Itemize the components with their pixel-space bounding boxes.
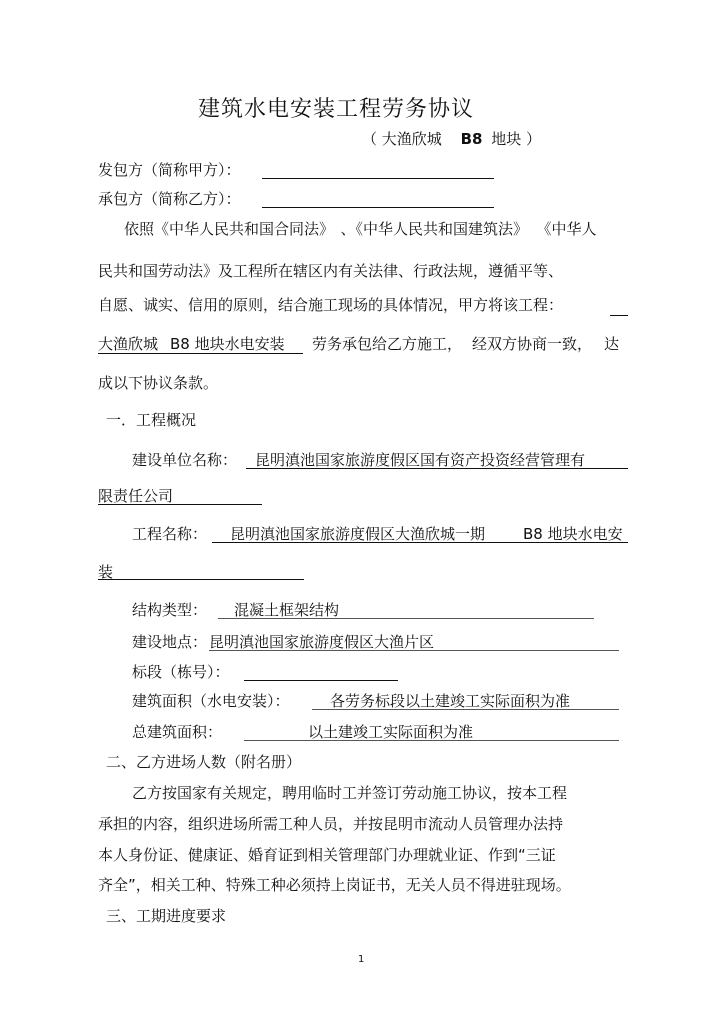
intro-line-3: 自愿、诚实、信用的原则，结合施工现场的具体情况，甲方将该工程： (98, 296, 564, 314)
project-name-underline (98, 353, 303, 354)
intro-line-4a: 劳务承包给乙方施工， (312, 335, 463, 353)
section-2-line-1: 乙方按国家有关规定，聘用临时工并签订劳动施工协议，按本工程 (132, 784, 568, 802)
intro-line-3-blank (610, 315, 628, 316)
section-2-line-2: 承担的内容，组织进场所需工种人员，并按昆明市流动人员管理办法持 (98, 815, 564, 833)
intro-line-1a: 依照《中华人民共和国合同法》 (124, 220, 327, 238)
subtitle-block: B8 (460, 130, 483, 148)
location-value: 昆明滇池国家旅游度假区大渔片区 (209, 633, 435, 651)
section-no-label: 标段（栋号）： (132, 663, 230, 681)
page-number: 1 (358, 954, 365, 965)
section-2-line-4: 齐全”，相关工种、特殊工种必须持上岗证书，无关人员不得进驻现场。 (98, 876, 571, 894)
project-underline-1 (212, 542, 628, 543)
document-subtitle (362, 129, 541, 149)
intro-line-5: 成以下协议条款。 (98, 374, 219, 392)
party-b-label: 承包方（简称乙方）： (98, 190, 241, 208)
section-1-heading: 一．工程概况 (106, 411, 197, 429)
total-area-underline (244, 740, 619, 741)
intro-line-4 (98, 334, 285, 354)
project-label: 工程名称： (132, 525, 208, 543)
party-a-blank[interactable] (262, 178, 494, 179)
structure-label: 结构类型： (132, 601, 208, 619)
intro-line-4b: 经双方协商一致， (472, 335, 593, 353)
total-area-label: 总建筑面积： (132, 723, 223, 741)
party-a-label: 发包方（简称甲方）： (98, 161, 241, 179)
intro-line-2: 民共和国劳动法》及工程所在辖区内有关法律、行政法规，遵循平等、 (98, 262, 564, 280)
builder-underline-2 (98, 504, 262, 505)
section-no-blank[interactable] (244, 680, 398, 681)
subtitle-open: （ 大渔欣城 (362, 130, 442, 148)
project-value-2: 装 (98, 563, 114, 581)
builder-value-2: 限责任公司 (98, 487, 174, 505)
section-2-heading: 二、乙方进场人数（附名册） (106, 753, 302, 771)
structure-underline (218, 618, 594, 619)
document-title: 建筑水电安装工程劳务协议 (198, 97, 475, 122)
area-value: 各劳务标段以土建竣工实际面积为准 (330, 692, 571, 710)
intro-line-1 (124, 219, 597, 239)
structure-value: 混凝土框架结构 (234, 601, 340, 619)
location-label: 建设地点： (132, 633, 208, 651)
subtitle-close: 地块 ） (491, 130, 541, 148)
party-b-blank[interactable] (262, 207, 494, 208)
project-name-b: B8 地块水电安装 (170, 335, 285, 353)
intro-line-1c: 《中华人 (544, 220, 597, 238)
area-label: 建筑面积（水电安装）： (132, 692, 290, 710)
project-value-1 (230, 524, 623, 544)
builder-underline-1 (246, 468, 628, 469)
total-area-value: 以土建竣工实际面积为准 (308, 723, 474, 741)
intro-line-4-rest (312, 334, 619, 354)
project-name-a: 大渔欣城 (98, 335, 159, 353)
area-underline (312, 709, 619, 710)
intro-line-4c: 达 (604, 335, 620, 353)
section-3-heading: 三、工期进度要求 (106, 907, 227, 925)
builder-label: 建设单位名称： (132, 451, 238, 469)
project-underline-2 (98, 579, 304, 580)
project-value-1a: 昆明滇池国家旅游度假区大渔欣城一期 (230, 525, 486, 543)
location-underline (209, 650, 619, 651)
intro-line-1b: 、《中华人民共和国建筑法》 (340, 220, 529, 238)
builder-value-1: 昆明滇池国家旅游度假区国有资产投资经营管理有 (255, 451, 586, 469)
project-value-1b: B8 地块水电安 (523, 525, 623, 543)
section-2-line-3: 本人身份证、健康证、婚育证到相关管理部门办理就业证、作到“三证 (98, 846, 556, 864)
